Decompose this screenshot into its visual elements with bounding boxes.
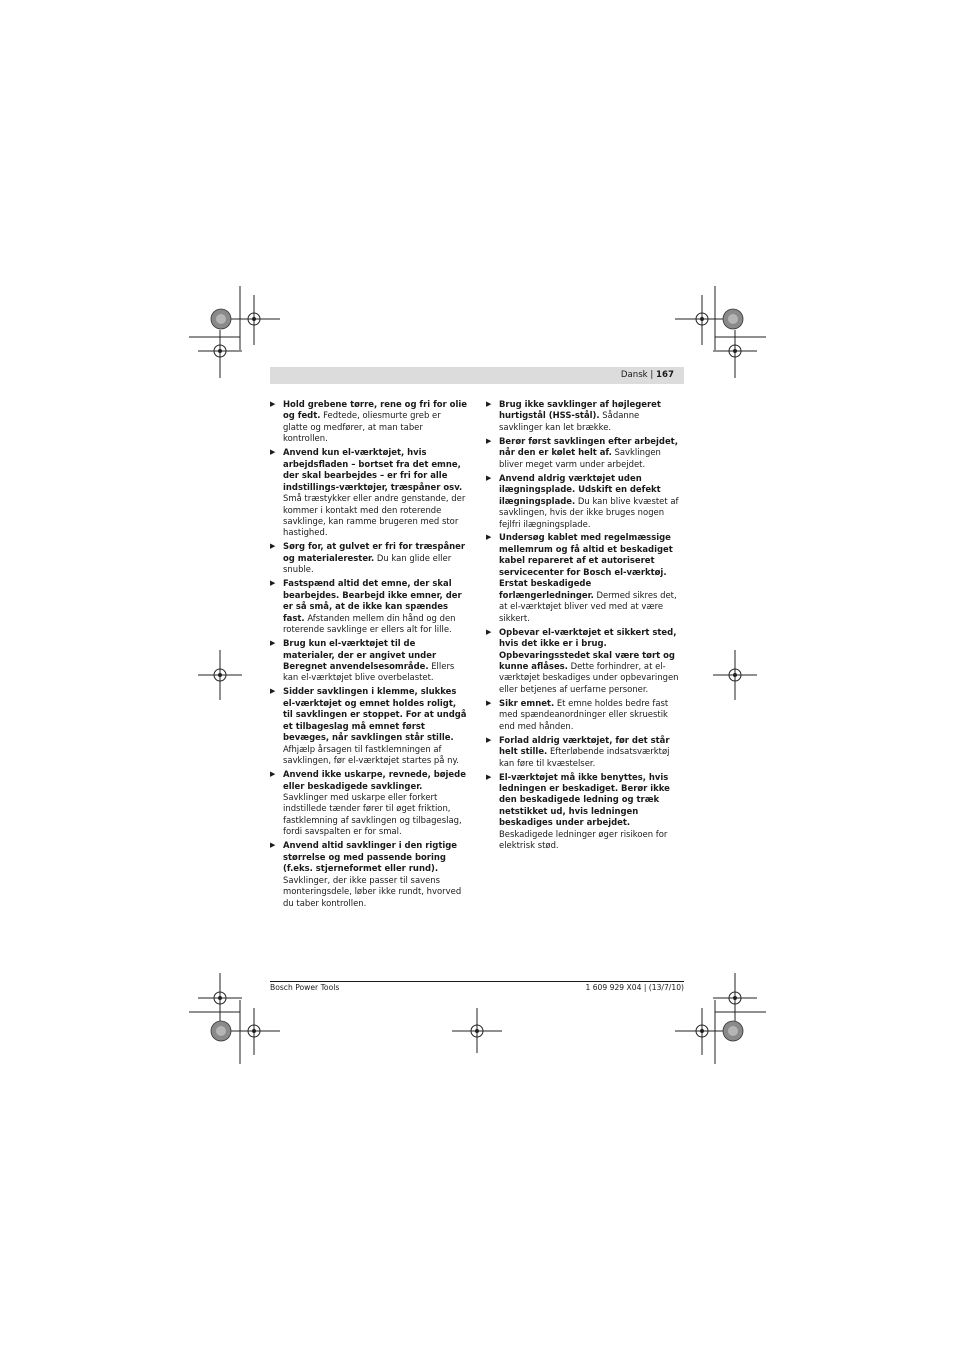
- safety-item-text: Afhjælp årsagen til fastklemningen af savklingen, før el-værktøjet startes på ny.: [283, 743, 459, 766]
- safety-item: [270, 399, 468, 445]
- bullet-arrow-icon: ▶: [270, 687, 276, 696]
- safety-item-text: Savklinger, der ikke passer til savens monteringsdele, løber ikke rundt, hvorved du taber kontrollen.: [283, 874, 462, 908]
- safety-item-heading: Forlad aldrig værktøjet, før det står helt stille.: [499, 734, 670, 757]
- bullet-arrow-icon: ▶: [486, 400, 492, 408]
- safety-item-heading: Fastspænd altid det emne, der skal bearbejdes. Bearbejd ikke emner, der er så små, at de ikke kan spændes fast.: [283, 578, 462, 623]
- header-separator: |: [650, 370, 654, 380]
- safety-item-text: Ellers kan el-værktøjet blive overbelastet.: [283, 660, 455, 683]
- safety-item-heading: Sidder savklingen i klemme, slukkes el-værktøjet og emnet holdes roligt, til savklingen er stoppet. For at undgå et tilbageslag må emnet først bevæges, når savklingen står stille.: [283, 686, 467, 743]
- safety-item-heading: Anvend ikke uskarpe, revnede, bøjede eller beskadigede savklinger.: [283, 769, 466, 791]
- bullet-arrow-icon: ▶: [270, 579, 276, 588]
- safety-item-heading: Sørg for, at gulvet er fri for træspåner og materialerester.: [283, 541, 466, 563]
- header-language: Dansk: [620, 370, 648, 380]
- page-number: 167: [656, 370, 674, 380]
- bullet-arrow-icon: ▶: [270, 639, 276, 648]
- safety-item: [486, 772, 684, 852]
- safety-item-text: Dette forhindrer, at el-værktøjet beskadiges under opbevaringen eller betjenes af uerfarne personer.: [499, 660, 679, 694]
- footer-publisher: Bosch Power Tools: [270, 983, 340, 992]
- safety-item-text: Beskadigede ledninger øger risikoen for elektrisk stød.: [499, 828, 668, 851]
- safety-item-heading: Brug ikke savklinger af højlegeret hurtigstål (HSS-stål).: [499, 399, 661, 421]
- safety-item: [486, 627, 684, 696]
- right-column: [486, 399, 684, 854]
- bullet-arrow-icon: ▶: [486, 533, 492, 542]
- safety-item-text: Savklinger med uskarpe eller forkert indstillede tænder fører til øget friktion, fastklemning af savklingen og tilbageslag, fordi savspalten er for smal.: [283, 791, 462, 837]
- safety-item-heading: El-værktøjet må ikke benyttes, hvis ledningen er beskadiget. Berør ikke den beskadigede ledning og træk netstikket ud, hvis ledningen beskadiges under arbejdet.: [499, 771, 670, 828]
- safety-item-heading: Undersøg kablet med regelmæssige mellemrum og få altid et beskadiget kabel repareret af et autoriseret servicecenter for Bosch el-værktøj. Erstat beskadigede forlængerledninger.: [499, 532, 673, 600]
- bullet-arrow-icon: ▶: [486, 735, 492, 744]
- page-header: [270, 367, 684, 384]
- bullet-arrow-icon: ▶: [486, 698, 492, 707]
- bullet-arrow-icon: ▶: [270, 770, 276, 779]
- safety-item: [486, 532, 684, 624]
- safety-item-text: Fedtede, oliesmurte greb er glatte og medfører, at man taber kontrollen.: [283, 410, 441, 444]
- safety-item-text: Sådanne savklinger kan let brække.: [499, 410, 640, 432]
- safety-item-text: Efterløbende indsatsværktøj kan føre til kvæstelser.: [499, 746, 670, 768]
- safety-item-heading: Brug kun el-værktøjet til de materialer, der er angivet under Beregnet anvendelsesområde.: [283, 638, 437, 671]
- safety-item: [270, 769, 468, 838]
- safety-item-heading: Anvend altid savklinger i den rigtige størrelse og med passende boring (f.eks. stjerneformet eller rund).: [283, 840, 458, 874]
- bullet-arrow-icon: ▶: [486, 627, 492, 636]
- safety-item-heading: Hold grebene tørre, rene og fri for olie og fedt.: [283, 399, 467, 421]
- safety-item: [270, 840, 468, 909]
- safety-item-heading: Berør først savklingen efter arbejdet, når den er kølet helt af.: [499, 435, 678, 458]
- safety-item: [270, 447, 468, 539]
- bullet-arrow-icon: ▶: [270, 542, 276, 551]
- safety-item-heading: Anvend kun el-værktøjet, hvis arbejdsfladen – bortset fra det emne, der skal bearbejdes – er fri for alle indstillings-værktøjer, træspåner osv.: [283, 447, 463, 492]
- safety-item: [270, 578, 468, 635]
- safety-item: [486, 399, 684, 433]
- safety-item: [486, 735, 684, 769]
- safety-item: [486, 473, 684, 530]
- bullet-arrow-icon: ▶: [486, 772, 492, 781]
- safety-item-text: Du kan blive kvæstet af savklingen, hvis der ikke bruges nogen fejlfri ilægningsplade.: [499, 495, 679, 529]
- safety-item-text: Dermed sikres det, at el-værktøjet bliver ved med at være sikkert.: [499, 589, 677, 623]
- bullet-arrow-icon: ▶: [486, 473, 492, 482]
- safety-item: [270, 638, 468, 684]
- safety-item-heading: Anvend aldrig værktøjet uden ilægningsplade. Udskift en defekt ilægningsplade.: [499, 472, 661, 506]
- bullet-arrow-icon: ▶: [270, 841, 276, 850]
- bullet-arrow-icon: ▶: [270, 448, 276, 457]
- safety-item-text: Savklingen bliver meget varm under arbejdet.: [499, 447, 661, 469]
- safety-item-text: Et emne holdes bedre fast med spændeanordninger eller skruestik end med hånden.: [499, 697, 669, 731]
- safety-item-text: Små træstykker eller andre genstande, der kommer i kontakt med den roterende savklinge, kan ramme brugeren med stor hastighed.: [283, 493, 466, 538]
- safety-item: [486, 436, 684, 470]
- safety-item-text: Afstanden mellem din hånd og den roterende savklinge er ellers alt for lille.: [283, 612, 456, 635]
- footer-doc-id: 1 609 929 X04 | (13/7/10): [585, 983, 684, 992]
- safety-item-text: Du kan glide eller snuble.: [283, 552, 452, 575]
- safety-item: [270, 541, 468, 575]
- safety-item: [486, 698, 684, 732]
- safety-item: [270, 686, 468, 766]
- bullet-arrow-icon: ▶: [270, 400, 276, 408]
- header-text: [621, 369, 674, 382]
- safety-item-heading: Opbevar el-værktøjet et sikkert sted, hvis det ikke er i brug. Opbevaringsstedet skal være tørt og kunne aflåses.: [499, 626, 677, 671]
- bullet-arrow-icon: ▶: [486, 436, 492, 445]
- safety-item-heading: Sikr emnet.: [499, 697, 555, 708]
- left-column: [270, 399, 468, 911]
